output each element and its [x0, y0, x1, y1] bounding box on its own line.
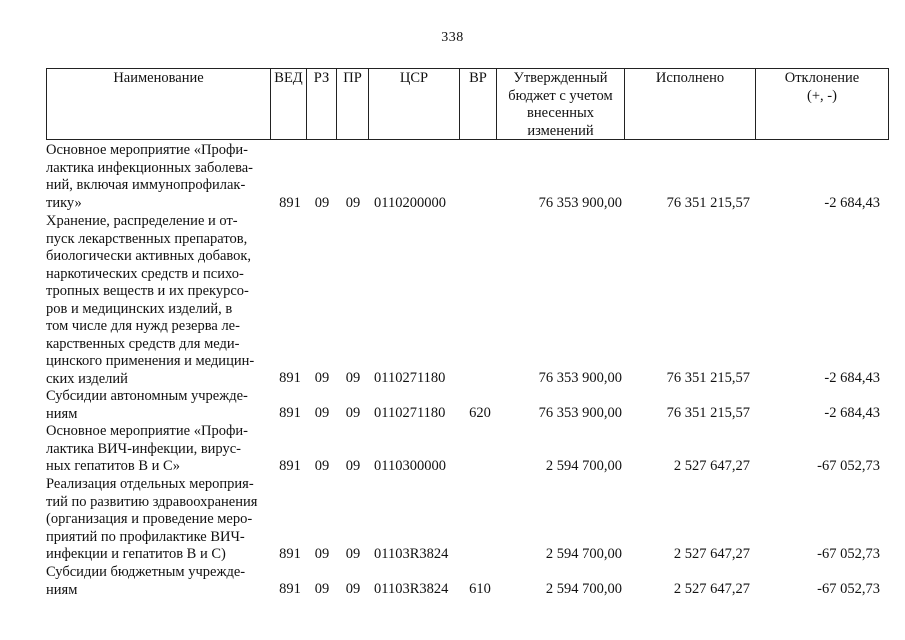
row-rz: 09 [314, 458, 330, 474]
row-deviation: -67 052,73 [817, 581, 880, 597]
header-vr: ВР [459, 68, 496, 140]
row-rz: 09 [314, 546, 330, 562]
row-executed: 2 527 647,27 [673, 546, 750, 562]
row-budget: 2 594 700,00 [545, 581, 622, 597]
header-pr: ПР [336, 68, 368, 140]
row-rz: 09 [314, 581, 330, 597]
row-csr: 0110271180 [374, 370, 446, 386]
row-name: Субсидии бюджетным учрежде- ниям [46, 564, 246, 598]
row-csr: 01103R3824 [374, 581, 449, 597]
row-executed: 76 351 215,57 [666, 195, 750, 211]
row-budget: 76 353 900,00 [538, 405, 622, 421]
row-ved: 891 [279, 546, 301, 562]
row-rz: 09 [314, 370, 330, 386]
row-ved: 891 [279, 370, 301, 386]
page-number: 338 [441, 30, 464, 45]
row-executed: 76 351 215,57 [666, 370, 750, 386]
row-pr: 09 [345, 370, 361, 386]
row-csr: 0110300000 [374, 458, 446, 474]
header-csr: ЦСР [368, 68, 459, 140]
row-deviation: -67 052,73 [817, 546, 880, 562]
row-csr: 01103R3824 [374, 546, 449, 562]
row-rz: 09 [314, 195, 330, 211]
row-name: Основное мероприятие «Профи- лактика инфекционных заболева- ний, включая иммунопрофилак- тику» [46, 142, 254, 211]
row-vr: 620 [469, 405, 491, 421]
row-executed: 2 527 647,27 [673, 458, 750, 474]
row-executed: 2 527 647,27 [673, 581, 750, 597]
header-executed: Исполнено [624, 68, 755, 140]
header-name: Наименование [46, 68, 270, 140]
row-name: Субсидии автономным учрежде- ниям [46, 388, 248, 422]
row-name: Реализация отдельных мероприя- тий по развитию здравоохранения (организация и проведение меро- приятий по профилактике ВИЧ- инфекции и гепатитов В и С) [46, 476, 258, 562]
header-ved: ВЕД [270, 68, 306, 140]
row-budget: 2 594 700,00 [545, 546, 622, 562]
row-budget: 76 353 900,00 [538, 370, 622, 386]
row-pr: 09 [345, 458, 361, 474]
header-budget: Утвержденный бюджет с учетом внесенных изменений [496, 68, 624, 140]
row-ved: 891 [279, 405, 301, 421]
row-vr: 610 [469, 581, 491, 597]
row-executed: 76 351 215,57 [666, 405, 750, 421]
row-pr: 09 [345, 546, 361, 562]
row-deviation: -2 684,43 [824, 370, 880, 386]
row-ved: 891 [279, 581, 301, 597]
row-rz: 09 [314, 405, 330, 421]
header-deviation: Отклонение (+, -) [755, 68, 889, 140]
row-name: Хранение, распределение и от- пуск лекарственных препаратов, биологически активных добавок, наркотических средств и психо- тропных веществ и их прекурсо- ров и медицинских изделий, в том числе для нужд резерва ле- карственных средств для меди- цинского применения и медицин- ских изделий [46, 213, 255, 387]
row-pr: 09 [345, 195, 361, 211]
row-ved: 891 [279, 458, 301, 474]
row-csr: 0110200000 [374, 195, 446, 211]
row-budget: 76 353 900,00 [538, 195, 622, 211]
row-csr: 0110271180 [374, 405, 446, 421]
row-pr: 09 [345, 581, 361, 597]
row-deviation: -67 052,73 [817, 458, 880, 474]
row-name: Основное мероприятие «Профи- лактика ВИЧ-инфекции, вирус- ных гепатитов В и С» [46, 423, 248, 474]
row-deviation: -2 684,43 [824, 195, 880, 211]
row-pr: 09 [345, 405, 361, 421]
row-ved: 891 [279, 195, 301, 211]
header-rz: РЗ [306, 68, 336, 140]
row-budget: 2 594 700,00 [545, 458, 622, 474]
row-deviation: -2 684,43 [824, 405, 880, 421]
